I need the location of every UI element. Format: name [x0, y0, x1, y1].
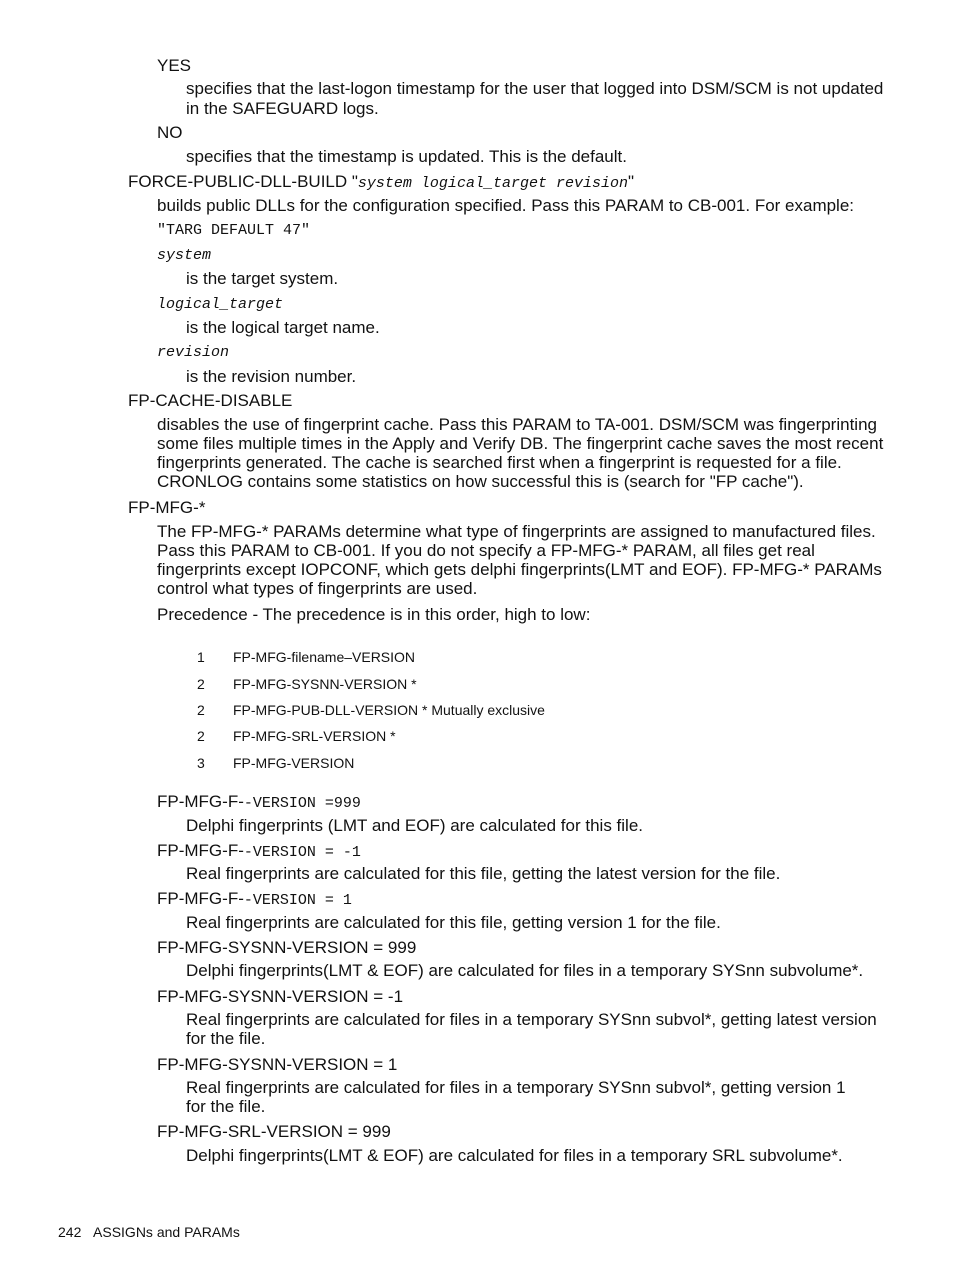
force-public-term-text: FORCE-PUBLIC-DLL-BUILD ": [128, 172, 358, 191]
entry-desc: for the file.: [186, 1029, 266, 1048]
entry-desc: Real fingerprints are calculated for files in a temporary SYSnn subvol*, getting version 1: [186, 1078, 846, 1097]
entry-desc: Delphi fingerprints (LMT and EOF) are calculated for this file.: [186, 816, 643, 835]
entry-term-text: FP-MFG-F-: [157, 792, 244, 811]
term-fp-mfg: FP-MFG-*: [128, 498, 206, 517]
page-footer: [58, 1223, 240, 1242]
no-desc: specifies that the timestamp is updated. This is the default.: [186, 147, 627, 166]
table-rank: 2: [197, 676, 205, 692]
entry-desc: for the file.: [186, 1097, 266, 1116]
table-param: FP-MFG-PUB-DLL-VERSION * Mutually exclusive: [233, 702, 545, 718]
table-rank: 2: [197, 728, 205, 744]
table-param: FP-MFG-filename–VERSION: [233, 649, 416, 665]
table-rank: 1: [197, 649, 205, 665]
yes-desc-line-2: in the SAFEGUARD logs.: [186, 99, 379, 118]
entry-term-code: -VERSION =999: [243, 795, 361, 812]
table-param: FP-MFG-SYSNN-VERSION *: [233, 676, 417, 692]
param-revision-desc: is the revision number.: [186, 367, 357, 386]
entry-term-code: -VERSION = 1: [243, 892, 352, 909]
section-title: ASSIGNs and PARAMs: [93, 1224, 240, 1240]
entry-term: FP-MFG-SRL-VERSION = 999: [157, 1122, 391, 1141]
param-logical-target: logical_target: [157, 296, 284, 313]
entry-term: FP-MFG-SYSNN-VERSION = 1: [157, 1055, 398, 1074]
fp-cache-desc-line-2: some files multiple times in the Apply and Verify DB. The fingerprint cache saves the most recent: [157, 434, 884, 453]
entry-term: FP-MFG-SYSNN-VERSION = -1: [157, 987, 404, 1006]
table-param: FP-MFG-SRL-VERSION *: [233, 728, 396, 744]
fp-mfg-desc-line-3: fingerprints except IOPCONF, which gets delphi fingerprints(LMT and EOF). FP-MFG-* PARAMs: [157, 560, 882, 579]
force-public-example: "TARG DEFAULT 47": [157, 222, 311, 239]
table-param: FP-MFG-VERSION: [233, 755, 355, 771]
entry-desc: Delphi fingerprints(LMT & EOF) are calculated for files in a temporary SRL subvolume*.: [186, 1146, 843, 1165]
entry-term-code: -VERSION = -1: [243, 844, 361, 861]
fp-mfg-desc-line-2: Pass this PARAM to CB-001. If you do not specify a FP-MFG-* PARAM, all files get real: [157, 541, 815, 560]
fp-mfg-desc-line-1: The FP-MFG-* PARAMs determine what type of fingerprints are assigned to manufactured files.: [157, 522, 876, 541]
fp-mfg-precedence: Precedence - The precedence is in this order, high to low:: [157, 605, 591, 624]
term-no: NO: [157, 123, 183, 142]
entry-term: [157, 841, 361, 862]
entry-desc: Real fingerprints are calculated for this file, getting the latest version for the file.: [186, 864, 781, 883]
page-number: 242: [58, 1224, 82, 1240]
force-public-desc: builds public DLLs for the configuration specified. Pass this PARAM to CB-001. For example:: [157, 196, 855, 215]
entry-term: FP-MFG-SYSNN-VERSION = 999: [157, 938, 417, 957]
fp-cache-desc-line-4: CRONLOG contains some statistics on how successful this is (search for "FP cache").: [157, 472, 804, 491]
param-logical-target-desc: is the logical target name.: [186, 318, 380, 337]
entry-desc: Real fingerprints are calculated for this file, getting version 1 for the file.: [186, 913, 721, 932]
entry-desc: Delphi fingerprints(LMT & EOF) are calculated for files in a temporary SYSnn subvolume*.: [186, 961, 864, 980]
entry-desc: Real fingerprints are calculated for files in a temporary SYSnn subvol*, getting latest version: [186, 1010, 877, 1029]
entry-term: [157, 792, 361, 813]
term-force-public-dll-build: [128, 172, 634, 193]
fp-cache-desc-line-3: fingerprints generated. The cache is searched first when a fingerprint is requested for a file.: [157, 453, 842, 472]
table-rank: 3: [197, 755, 205, 771]
entry-term: [157, 889, 352, 910]
force-public-term-end: ": [627, 172, 635, 191]
entry-term-text: FP-MFG-F-: [157, 889, 244, 908]
entry-term-text: FP-MFG-F-: [157, 841, 244, 860]
param-system: system: [157, 247, 212, 264]
param-system-desc: is the target system.: [186, 269, 339, 288]
fp-mfg-desc-line-4: control what types of fingerprints are used.: [157, 579, 478, 598]
force-public-term-code: system logical_target revision: [357, 175, 628, 192]
param-revision: revision: [157, 344, 230, 361]
fp-cache-desc-line-1: disables the use of fingerprint cache. Pass this PARAM to TA-001. DSM/SCM was fingerprinting: [157, 415, 877, 434]
term-fp-cache-disable: FP-CACHE-DISABLE: [128, 391, 293, 410]
yes-desc-line-1: specifies that the last-logon timestamp for the user that logged into DSM/SCM is not updated: [186, 79, 884, 98]
table-rank: 2: [197, 702, 205, 718]
term-yes: YES: [157, 56, 192, 75]
